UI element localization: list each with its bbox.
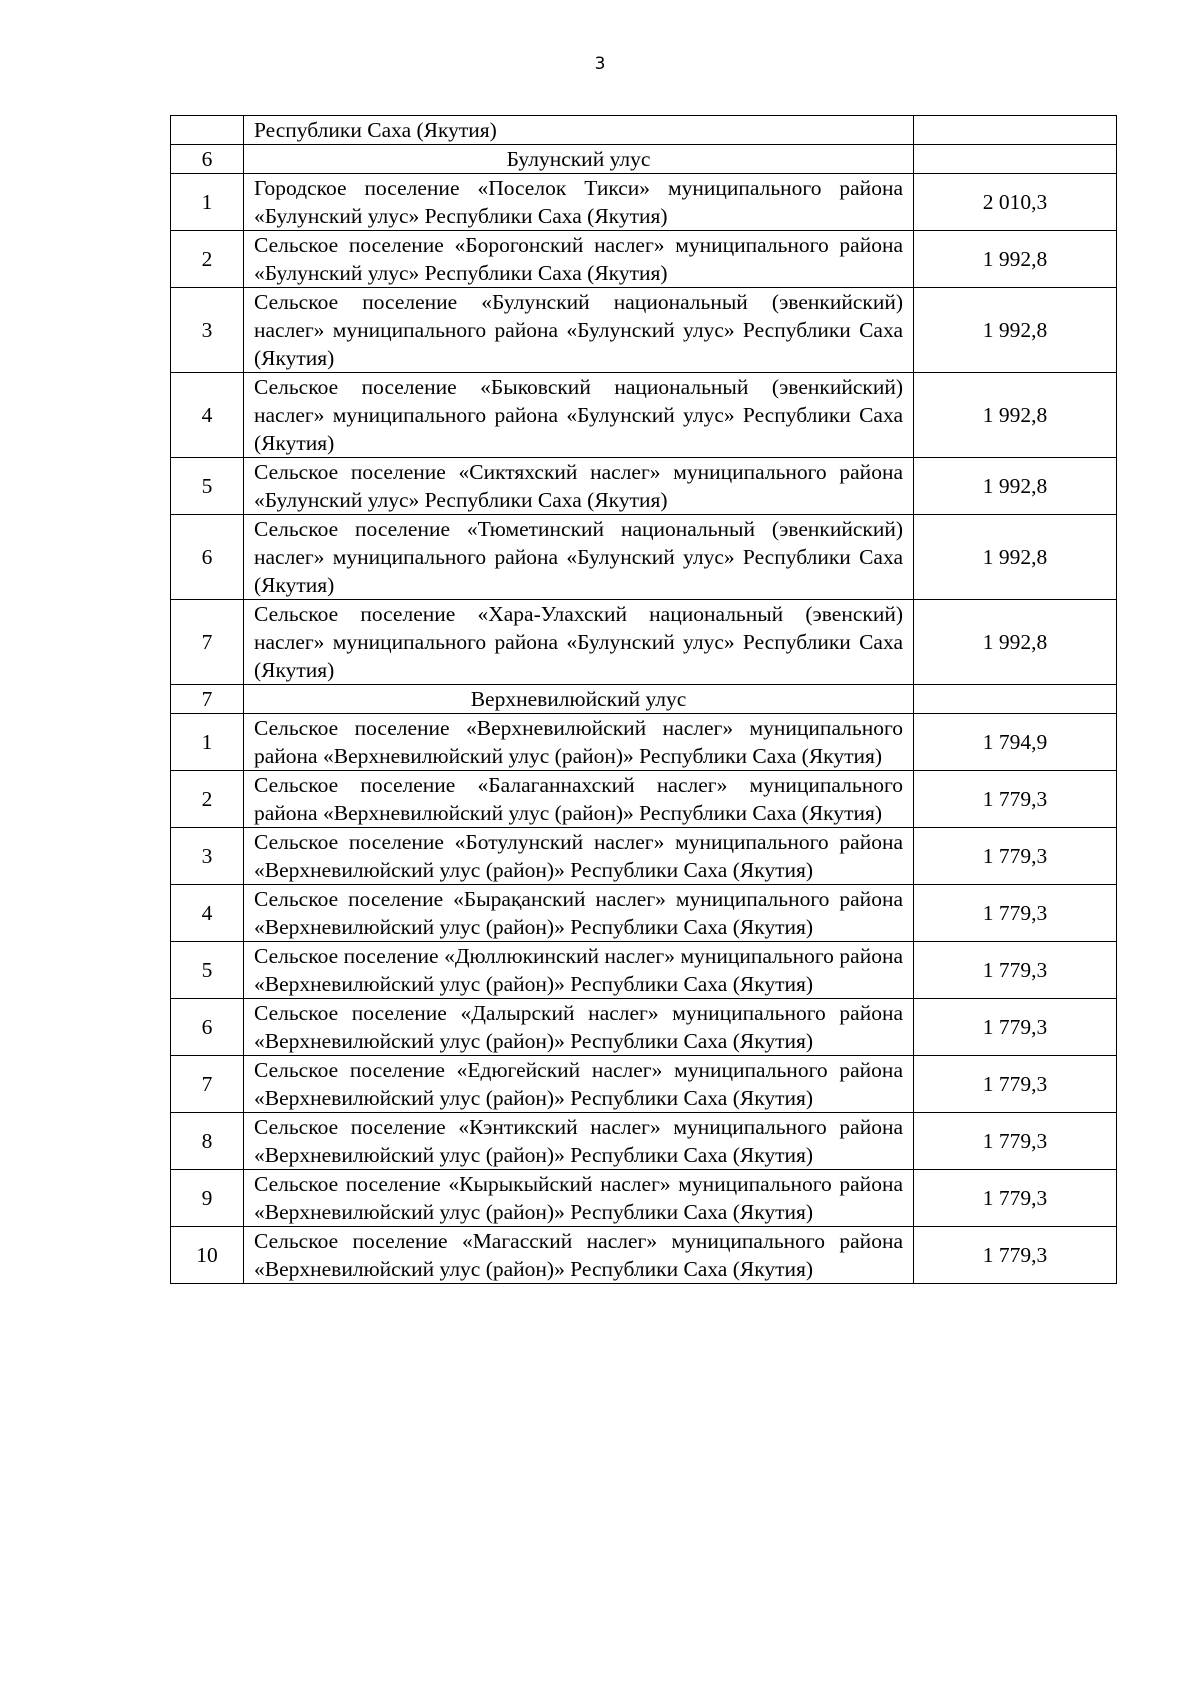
amount-cell: 2 010,3	[914, 174, 1117, 231]
row-number-cell: 3	[171, 288, 244, 373]
district-name-cell: Верхневилюйский улус	[244, 685, 914, 714]
row-number-cell: 1	[171, 714, 244, 771]
settlement-name-cell: Сельское поселение «Балаганнахский наслег» муниципального района «Верхневилюйский улус (район)» Республики Саха (Якутия)	[244, 771, 914, 828]
settlement-name-cell: Сельское поселение «Едюгейский наслег» муниципального района «Верхневилюйский улус (район)» Республики Саха (Якутия)	[244, 1056, 914, 1113]
table-row	[171, 600, 1117, 685]
table-row	[171, 231, 1117, 288]
settlement-name-cell: Сельское поселение «Магасский наслег» муниципального района «Верхневилюйский улус (район)» Республики Саха (Якутия)	[244, 1227, 914, 1284]
settlements-table	[170, 115, 1117, 1284]
section-header-row	[171, 685, 1117, 714]
settlement-name-cell: Сельское поселение «Быковский национальный (эвенкийский) наслег» муниципального района «Булунский улус» Республики Саха (Якутия)	[244, 373, 914, 458]
settlement-name-cell: Сельское поселение «Бырақанский наслег» муниципального района «Верхневилюйский улус (район)» Республики Саха (Якутия)	[244, 885, 914, 942]
row-number-cell: 6	[171, 515, 244, 600]
table-row	[171, 828, 1117, 885]
row-number-cell: 2	[171, 231, 244, 288]
settlement-name-cell: Сельское поселение «Борогонский наслег» муниципального района «Булунский улус» Республики Саха (Якутия)	[244, 231, 914, 288]
amount-cell: 1 992,8	[914, 600, 1117, 685]
row-number-cell: 7	[171, 685, 244, 714]
settlement-name-cell: Республики Саха (Якутия)	[244, 116, 914, 145]
table-row	[171, 288, 1117, 373]
amount-cell	[914, 145, 1117, 174]
table-row	[171, 1170, 1117, 1227]
settlement-name-cell: Сельское поселение «Дюллюкинский наслег» муниципального района «Верхневилюйский улус (район)» Республики Саха (Якутия)	[244, 942, 914, 999]
row-number-cell: 5	[171, 458, 244, 515]
row-number-cell: 6	[171, 999, 244, 1056]
amount-cell: 1 779,3	[914, 771, 1117, 828]
settlement-name-cell: Сельское поселение «Кэнтикский наслег» муниципального района «Верхневилюйский улус (район)» Республики Саха (Якутия)	[244, 1113, 914, 1170]
amount-cell: 1 779,3	[914, 942, 1117, 999]
row-number-cell	[171, 116, 244, 145]
table-row	[171, 373, 1117, 458]
amount-cell	[914, 116, 1117, 145]
settlement-name-cell: Сельское поселение «Сиктяхский наслег» муниципального района «Булунский улус» Республики Саха (Якутия)	[244, 458, 914, 515]
settlement-name-cell: Городское поселение «Поселок Тикси» муниципального района «Булунский улус» Республики Саха (Якутия)	[244, 174, 914, 231]
row-number-cell: 5	[171, 942, 244, 999]
row-number-cell: 6	[171, 145, 244, 174]
table-row	[171, 116, 1117, 145]
amount-cell: 1 779,3	[914, 1056, 1117, 1113]
amount-cell: 1 779,3	[914, 1227, 1117, 1284]
amount-cell: 1 779,3	[914, 828, 1117, 885]
settlement-name-cell: Сельское поселение «Верхневилюйский наслег» муниципального района «Верхневилюйский улус (район)» Республики Саха (Якутия)	[244, 714, 914, 771]
row-number-cell: 4	[171, 373, 244, 458]
settlement-name-cell: Сельское поселение «Булунский национальный (эвенкийский) наслег» муниципального района «Булунский улус» Республики Саха (Якутия)	[244, 288, 914, 373]
row-number-cell: 2	[171, 771, 244, 828]
settlement-name-cell: Сельское поселение «Ботулунский наслег» муниципального района «Верхневилюйский улус (район)» Республики Саха (Якутия)	[244, 828, 914, 885]
amount-cell: 1 779,3	[914, 1170, 1117, 1227]
table-row	[171, 999, 1117, 1056]
amount-cell: 1 992,8	[914, 231, 1117, 288]
table-row	[171, 1227, 1117, 1284]
amount-cell: 1 992,8	[914, 458, 1117, 515]
table-row	[171, 515, 1117, 600]
section-header-row	[171, 145, 1117, 174]
table-row	[171, 458, 1117, 515]
amount-cell: 1 992,8	[914, 515, 1117, 600]
row-number-cell: 1	[171, 174, 244, 231]
row-number-cell: 7	[171, 1056, 244, 1113]
settlement-name-cell: Сельское поселение «Тюметинский национальный (эвенкийский) наслег» муниципального района «Булунский улус» Республики Саха (Якутия)	[244, 515, 914, 600]
settlement-name-cell: Сельское поселение «Далырский наслег» муниципального района «Верхневилюйский улус (район)» Республики Саха (Якутия)	[244, 999, 914, 1056]
district-name-cell: Булунский улус	[244, 145, 914, 174]
row-number-cell: 8	[171, 1113, 244, 1170]
row-number-cell: 7	[171, 600, 244, 685]
row-number-cell: 9	[171, 1170, 244, 1227]
table-row	[171, 1056, 1117, 1113]
table-row	[171, 771, 1117, 828]
row-number-cell: 4	[171, 885, 244, 942]
amount-cell: 1 779,3	[914, 1113, 1117, 1170]
amount-cell: 1 992,8	[914, 373, 1117, 458]
table-row	[171, 714, 1117, 771]
amount-cell	[914, 685, 1117, 714]
amount-cell: 1 779,3	[914, 999, 1117, 1056]
settlement-name-cell: Сельское поселение «Хара-Улахский национальный (эвенский) наслег» муниципального района «Булунский улус» Республики Саха (Якутия)	[244, 600, 914, 685]
amount-cell: 1 992,8	[914, 288, 1117, 373]
settlement-name-cell: Сельское поселение «Кырыкыйский наслег» муниципального района «Верхневилюйский улус (район)» Республики Саха (Якутия)	[244, 1170, 914, 1227]
row-number-cell: 10	[171, 1227, 244, 1284]
table-row	[171, 885, 1117, 942]
table-body	[171, 116, 1117, 1284]
amount-cell: 1 779,3	[914, 885, 1117, 942]
table-row	[171, 174, 1117, 231]
table-row	[171, 1113, 1117, 1170]
page-number: 3	[594, 54, 606, 74]
row-number-cell: 3	[171, 828, 244, 885]
amount-cell: 1 794,9	[914, 714, 1117, 771]
table-row	[171, 942, 1117, 999]
